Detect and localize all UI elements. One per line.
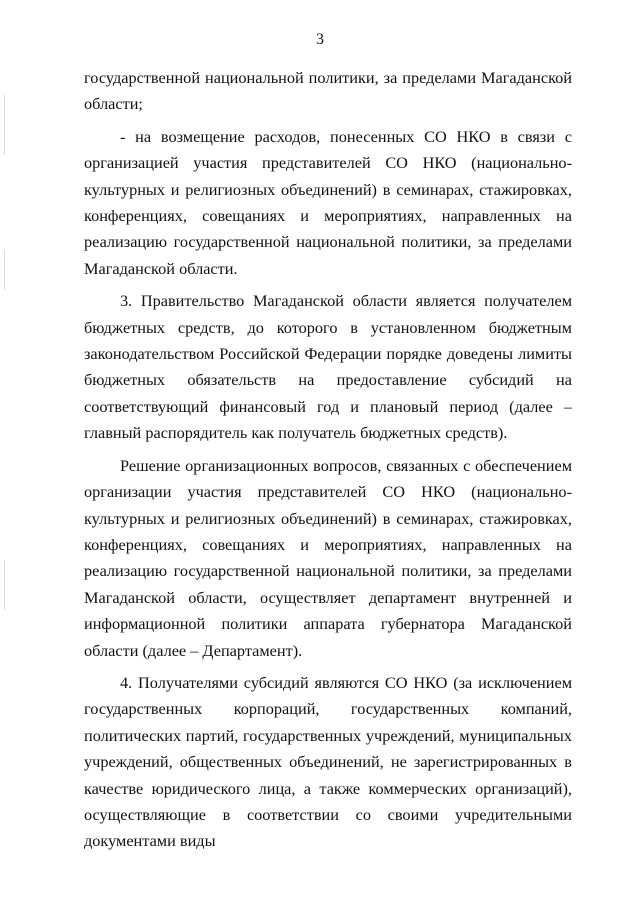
scan-margin-mark — [4, 250, 5, 290]
paragraph-organizational-decision: Решение организационных вопросов, связанных с обеспечением организации участия представителей СО НКО (национально-культурных и религиозных объединений) в семинарах, стажировках, конференциях, совещаниях и мероприятиях, направленных на реализацию государственной национальной политики, за пределами Магаданской области, осуществляет департамент внутренней и информационной политики аппарата губернатора Магаданской области (далее – Департамент). — [84, 455, 572, 660]
paragraph-item-4: 4. Получателями субсидий являются СО НКО (за исключением государственных корпораций, государственных компаний, политических партий, государственных учреждений, муниципальных учреждений, общественных объединений, не зарегистрированных в качестве юридического лица, а также коммерческих организаций), осуществляющие в соответствии со своими учредительными документами виды — [84, 672, 572, 851]
paragraph-item-3: 3. Правительство Магаданской области является получателем бюджетных средств, до которого в установленном бюджетным законодательством Российской Федерации порядке доведены лимиты бюджетных обязательств на предоставление субсидий на соответствующий финансовый год и плановый период (далее – главный распорядитель как получатель бюджетных средств). — [84, 291, 572, 443]
scan-margin-mark — [4, 95, 5, 155]
paragraph-bullet-reimbursement: - на возмещение расходов, понесенных СО НКО в связи с организацией участия представителей СО НКО (национально-культурных и религиозных объединений) в семинарах, стажировках, конференциях, совещаниях и мероприятиях, направленных на реализацию государственной национальной политики, за пределами Магаданской области. — [84, 126, 572, 278]
page-number: 3 — [316, 31, 324, 48]
scan-margin-mark — [4, 560, 5, 610]
paragraph-continuation: государственной национальной политики, за пределами Магаданской области; — [84, 68, 572, 114]
document-body — [84, 65, 572, 855]
